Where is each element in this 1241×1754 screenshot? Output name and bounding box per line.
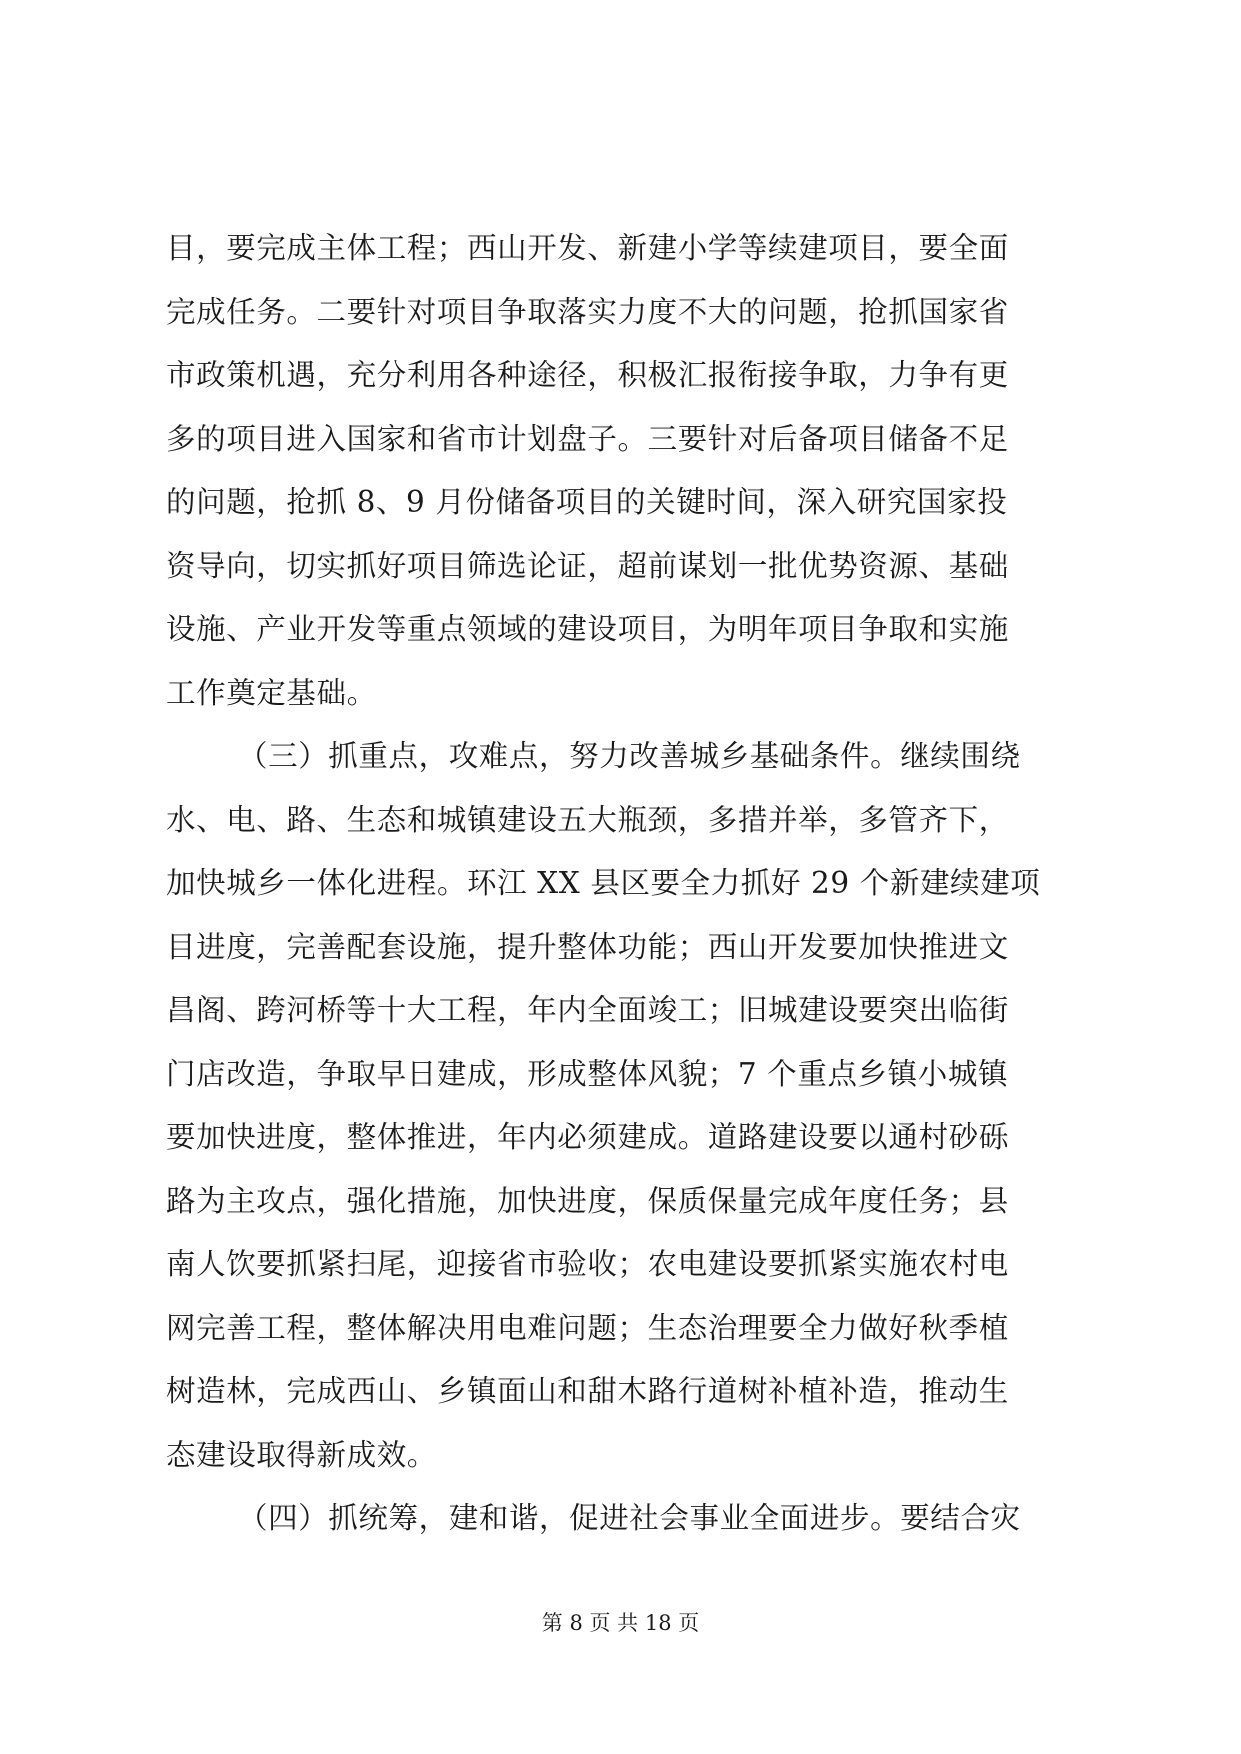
document-body [166, 228, 1086, 1562]
text-line: 态建设取得新成效。 [166, 1437, 437, 1472]
page-footer: 第 8 页 共 18 页 [541, 1611, 700, 1635]
text-line: 要加快进度，整体推进，年内必须建成。道路建设要以通村砂砾 [166, 1120, 1009, 1154]
text-line: 门店改造，争取早日建成，形成整体风貌；7 个重点乡镇小城镇 [166, 1056, 1009, 1091]
text-line: 多的项目进入国家和省市计划盘子。三要针对后备项目储备不足 [166, 421, 1009, 456]
text-line: 的问题，抢抓 8、9 月份储备项目的关键时间，深入研究国家投 [166, 485, 1008, 519]
text-line: （三）抓重点，攻难点，努力改善城乡基础条件。继续围绕 [238, 739, 1021, 773]
text-line: 网完善工程，整体解决用电难问题；生态治理要全力做好秋季植 [166, 1310, 1009, 1345]
text-line: 水、电、路、生态和城镇建设五大瓶颈，多措并举，多管齐下， [166, 802, 1009, 837]
text-line: 设施、产业开发等重点领域的建设项目，为明年项目争取和实施 [166, 612, 1009, 646]
text-line: 目，要完成主体工程；西山开发、新建小学等续建项目，要全面 [166, 231, 1009, 265]
text-line: 资导向，切实抓好项目筛选论证，超前谋划一批优势资源、基础 [166, 548, 1009, 583]
text-line: 目进度，完善配套设施，提升整体功能；西山开发要加快推进文 [166, 929, 1009, 964]
text-line: 路为主攻点，强化措施，加快进度，保质保量完成年度任务；县 [166, 1183, 1009, 1218]
text-line: 工作奠定基础。 [166, 675, 377, 710]
text-line: 昌阁、跨河桥等十大工程，年内全面竣工；旧城建设要突出临街 [166, 993, 1009, 1027]
text-line: 市政策机遇，充分利用各种途径，积极汇报衔接争取，力争有更 [166, 358, 1009, 392]
text-line: （四）抓统筹，建和谐，促进社会事业全面进步。要结合灾 [238, 1501, 1021, 1535]
text-line: 完成任务。二要针对项目争取落实力度不大的问题，抢抓国家省 [166, 294, 1009, 329]
text-line: 树造林，完成西山、乡镇面山和甜木路行道树补植补造，推动生 [166, 1374, 1009, 1408]
text-line: 南人饮要抓紧扫尾，迎接省市验收；农电建设要抓紧实施农村电 [166, 1247, 1009, 1281]
text-line: 加快城乡一体化进程。环江 XX 县区要全力抓好 29 个新建续建项 [166, 866, 1041, 900]
